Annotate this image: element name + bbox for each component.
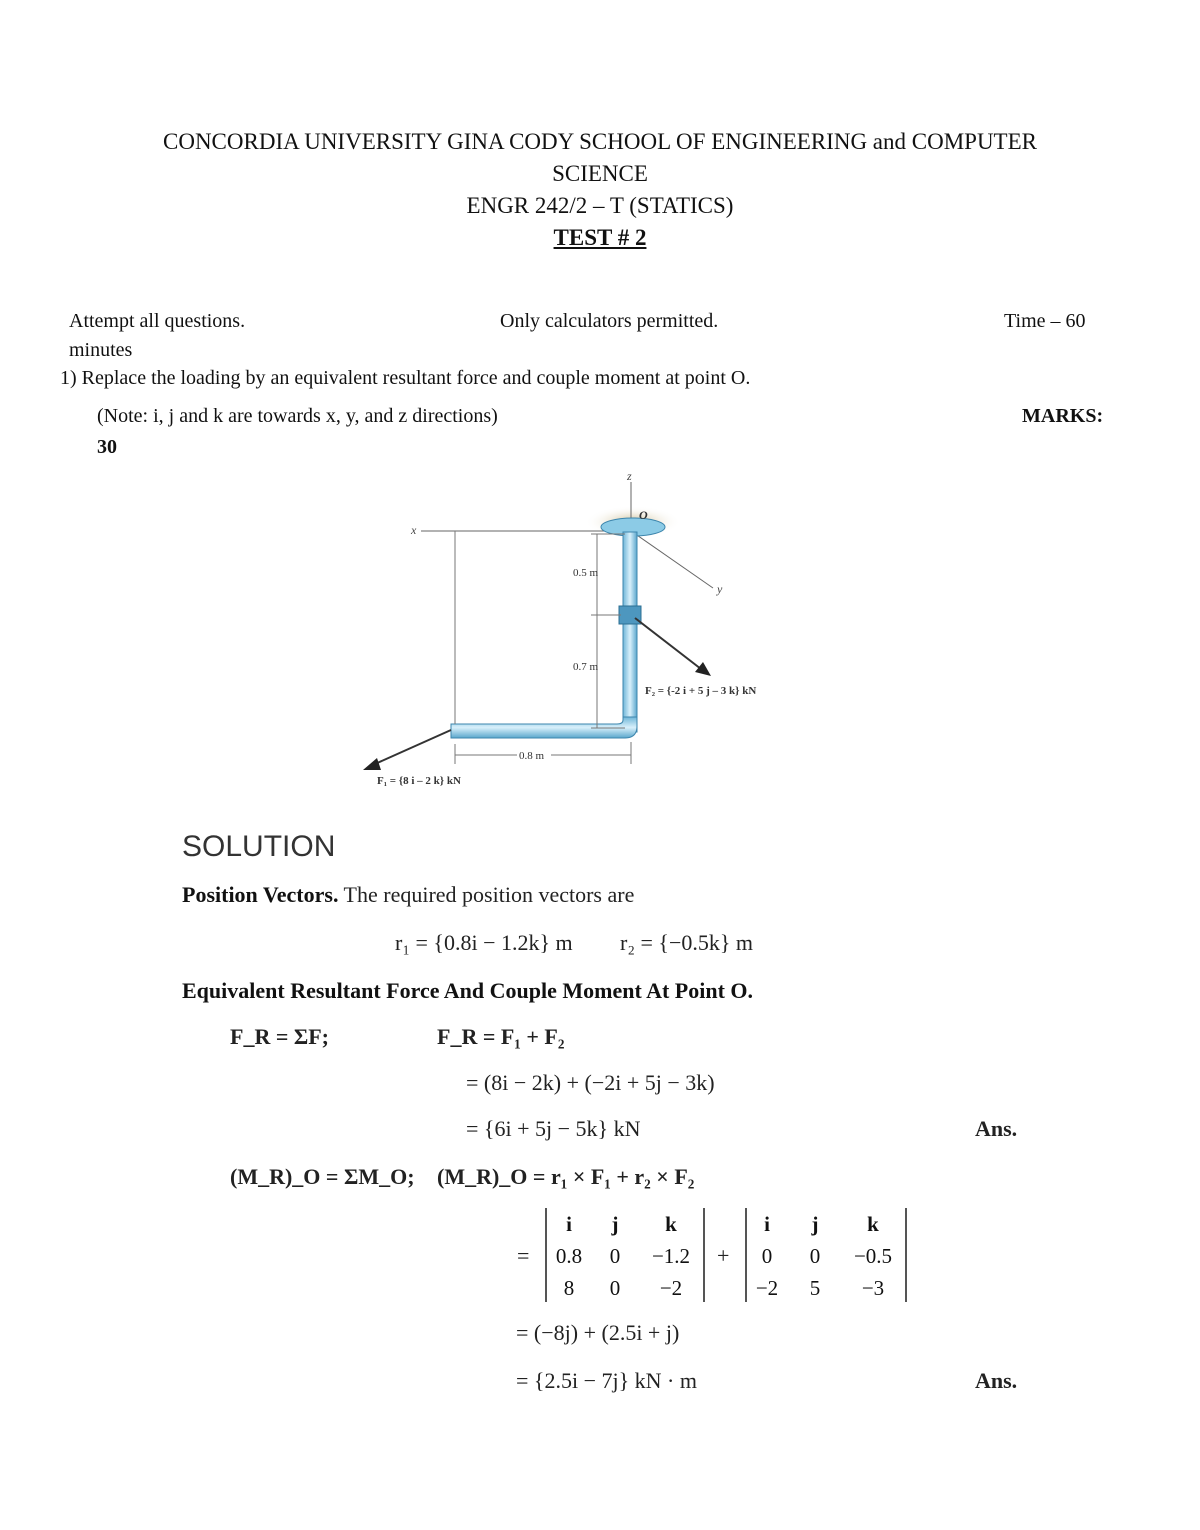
det1-cell: j — [611, 1212, 619, 1236]
mr-equation-2: = (−8j) + (2.5i + j) — [516, 1320, 680, 1345]
det1-right-bar — [703, 1208, 705, 1302]
det1-cell: −2 — [659, 1276, 683, 1300]
z-axis-label: z — [627, 469, 632, 483]
fr-equation-1: F_R = F₁ + F₂ — [437, 1024, 565, 1049]
pipe-figure — [355, 462, 835, 802]
point-o-label: O — [639, 508, 648, 522]
header-line-2: SCIENCE — [552, 161, 648, 186]
y-axis — [631, 531, 713, 588]
instruction-calculators: Only calculators permitted. — [500, 310, 719, 332]
det1-cell: k — [665, 1212, 677, 1236]
det2-cell: j — [811, 1212, 819, 1236]
det2-cell: −3 — [861, 1276, 885, 1300]
det2-cell: −2 — [755, 1276, 779, 1300]
instruction-attempt: Attempt all questions. — [69, 310, 246, 332]
force-f2-arrow — [635, 618, 701, 669]
x-axis-label: x — [411, 523, 417, 537]
det-plus: + — [717, 1243, 730, 1268]
position-vectors-text: The required position vectors are — [338, 882, 635, 907]
force-f2-arrowhead — [695, 662, 711, 676]
det-equals: = — [517, 1243, 530, 1268]
test-title: TEST # 2 — [553, 225, 647, 250]
force-f1-arrow — [375, 730, 451, 764]
mr-definition: (M_R)_O = ΣM_O; — [230, 1164, 415, 1189]
instruction-minutes: minutes — [69, 339, 133, 361]
y-axis-label: y — [717, 582, 723, 596]
r2-vector: r₂ = {−0.5k} m — [620, 930, 754, 955]
fr-definition: F_R = ΣF; — [230, 1024, 330, 1049]
answer-label-2: Ans. — [975, 1368, 1018, 1393]
det1-cell: −1.2 — [651, 1244, 691, 1268]
det2-cell: k — [867, 1212, 879, 1236]
dim-label-08: 0.8 m — [519, 750, 545, 762]
question-text: 1) Replace the loading by an equivalent resultant force and couple moment at point O. — [60, 367, 751, 389]
det1-cell: 0 — [609, 1276, 621, 1300]
course-title: ENGR 242/2 – T (STATICS) — [466, 193, 734, 218]
force-f1-arrowhead — [363, 758, 381, 770]
equivalent-heading: Equivalent Resultant Force And Couple Moment At Point O. — [182, 978, 754, 1003]
fr-equation-2: = (8i − 2k) + (−2i + 5j − 3k) — [466, 1070, 715, 1095]
det2-cell: 0 — [809, 1244, 821, 1268]
fr-equation-3: = {6i + 5j − 5k} kN — [466, 1116, 641, 1141]
det2-cell: i — [764, 1212, 770, 1236]
position-vectors-line — [182, 882, 634, 908]
determinant-1 — [545, 1208, 705, 1302]
force-f2-label: F₂ = {-2 i + 5 j – 3 k} kN — [645, 685, 757, 697]
det1-cell: i — [566, 1212, 572, 1236]
dim-label-07: 0.7 m — [573, 661, 599, 673]
pipe-vertical — [623, 532, 637, 732]
position-vectors-label: Position Vectors. — [182, 882, 339, 907]
det1-cell: 0 — [609, 1244, 621, 1268]
dim-label-05: 0.5 m — [573, 567, 599, 579]
marks-value: 30 — [97, 436, 117, 458]
det2-right-bar — [905, 1208, 907, 1302]
mr-equation-1: (M_R)_O = r₁ × F₁ + r₂ × F₂ — [437, 1164, 695, 1189]
det1-cell: 8 — [563, 1276, 575, 1300]
det2-cell: −0.5 — [853, 1244, 893, 1268]
mr-equation-3: = {2.5i − 7j} kN · m — [516, 1368, 697, 1393]
header-line-1: CONCORDIA UNIVERSITY GINA CODY SCHOOL OF ENGINEERING and COMPUTER — [163, 129, 1037, 154]
det2-cell: 5 — [809, 1276, 821, 1300]
r1-vector: r₁ = {0.8i − 1.2k} m — [395, 930, 573, 955]
question-note: (Note: i, j and k are towards x, y, and z directions) — [97, 405, 498, 427]
answer-label-1: Ans. — [975, 1116, 1018, 1141]
marks-label: MARKS: — [1022, 405, 1104, 427]
det2-cell: 0 — [761, 1244, 773, 1268]
force-f1-label: F₁ = {8 i – 2 k} kN — [377, 775, 461, 787]
instruction-time: Time – 60 — [1004, 310, 1086, 332]
determinant-2 — [745, 1208, 907, 1302]
solution-title: SOLUTION — [182, 830, 336, 863]
det1-cell: 0.8 — [555, 1244, 583, 1268]
